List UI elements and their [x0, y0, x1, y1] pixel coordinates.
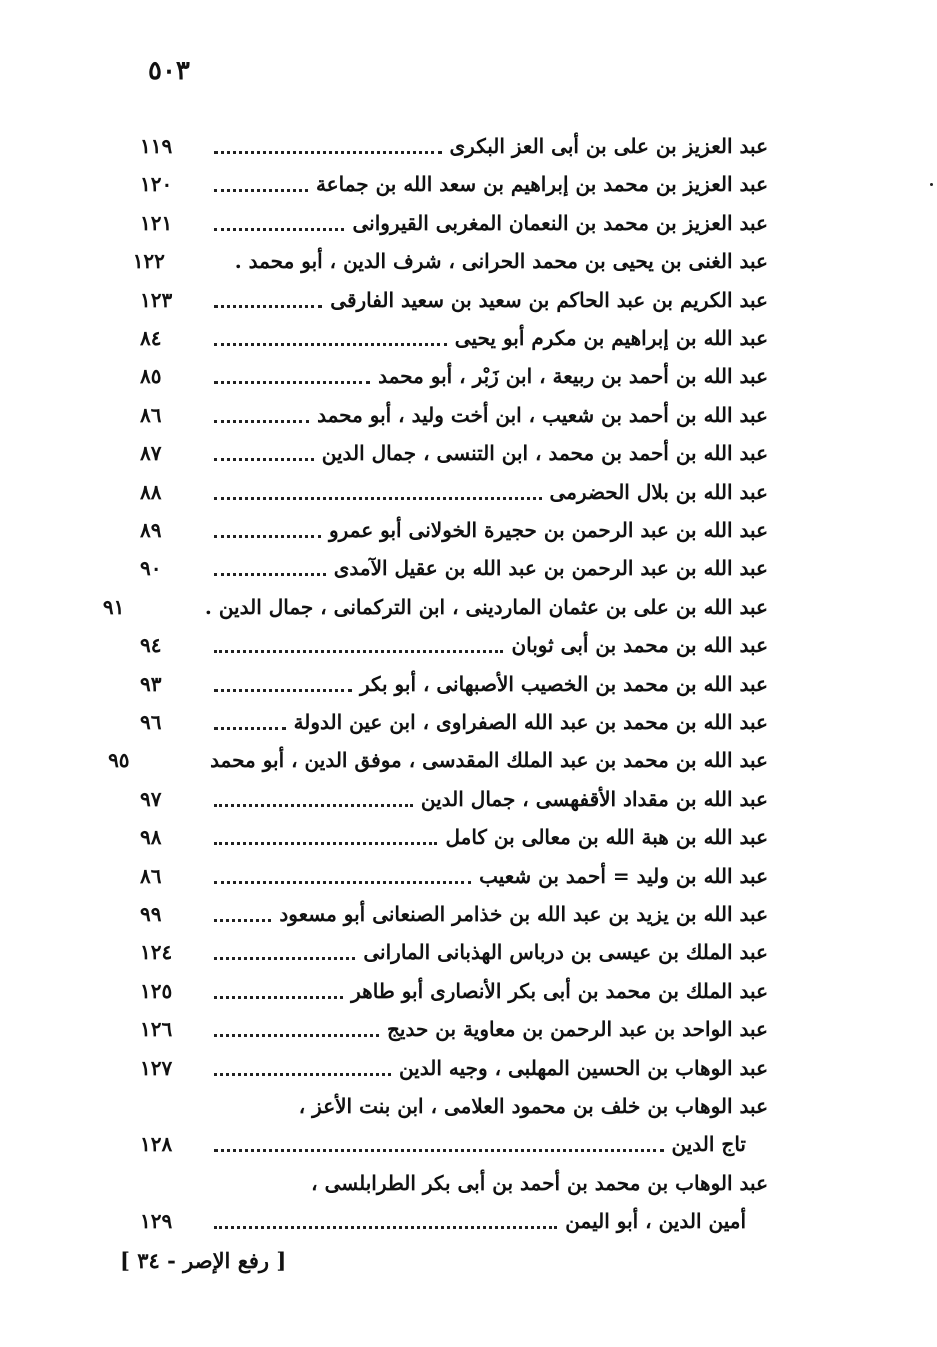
- entry-page-number: ٨٨: [140, 480, 162, 504]
- entry-name: عبد الوهاب بن محمد بن أحمد بن أبى بكر الطرابلسى ،: [311, 1171, 768, 1195]
- index-entry: [140, 128, 768, 164]
- footer-signature: [ رفع الإصر - ٣٤ ]: [120, 1248, 287, 1273]
- entry-page-number: ٨٩: [140, 518, 162, 542]
- index-entry: [140, 166, 768, 202]
- entry-page-number: ٩٥: [108, 748, 130, 772]
- entry-name: عبد الغنى بن يحيى بن محمد الحرانى ، شرف الدين ، أبو محمد .: [234, 249, 768, 273]
- index-entry: [140, 1203, 768, 1239]
- entry-name: عبد الوهاب بن الحسين المهلبى ، وجيه الدين: [398, 1056, 768, 1080]
- entry-page-number: ١٢١: [140, 211, 173, 235]
- index-entry: [140, 397, 768, 433]
- dot-leader: [214, 996, 343, 999]
- dot-leader: [214, 305, 322, 308]
- index-entry: [140, 550, 768, 586]
- dot-leader: [214, 1034, 379, 1037]
- dot-leader: [214, 689, 352, 692]
- entry-name: عبد الله بن عبد الرحمن بن حجيرة الخولانى أبو عمرو: [328, 518, 768, 542]
- dot-leader: [214, 189, 308, 192]
- index-entry: [140, 358, 768, 394]
- entry-page-number: ٩٤: [140, 633, 162, 657]
- dot-leader: [214, 573, 326, 576]
- index-entry: [140, 205, 768, 241]
- index-entry: [140, 1011, 768, 1047]
- entry-page-number: ١٢٦: [140, 1017, 173, 1041]
- dot-leader: [214, 919, 271, 922]
- index-entry: [108, 742, 768, 778]
- dot-leader: [214, 881, 471, 884]
- entry-page-number: ٨٤: [140, 326, 162, 350]
- entry-name: عبد الوهاب بن خلف بن محمود العلامى ، ابن بنت الأعز ،: [298, 1094, 768, 1118]
- dot-leader: [214, 804, 413, 807]
- dot-leader: [214, 1149, 664, 1152]
- entry-page-number: ٩٦: [140, 710, 162, 734]
- index-entry: [140, 704, 768, 740]
- index-entry: [140, 858, 768, 894]
- index-entry: [140, 1126, 768, 1162]
- index-entry: [140, 320, 768, 356]
- entry-name: عبد الله بن يزيد بن عبد الله بن خذامر الصنعانى أبو مسعود: [279, 902, 768, 926]
- dot-leader: [214, 842, 437, 845]
- index-entry: [140, 1165, 768, 1201]
- dot-leader: [214, 343, 447, 346]
- dot-leader: [214, 1226, 557, 1229]
- dot-leader: [214, 151, 442, 154]
- dot-leader: [214, 381, 370, 384]
- entry-name: عبد الكريم بن عبد الحاكم بن سعيد بن سعيد الفارقى: [330, 288, 768, 312]
- entry-name: عبد الواحد بن عبد الرحمن بن معاوية بن حديج: [387, 1017, 768, 1041]
- entry-name: عبد الله بن أحمد بن شعيب ، ابن أخت وليد ، أبو محمد: [317, 403, 768, 427]
- entry-page-number: ١٢٨: [140, 1132, 173, 1156]
- index-entry: [132, 243, 768, 279]
- entry-name: تاج الدين: [671, 1132, 746, 1156]
- entry-name: عبد الله بن محمد بن عبد الملك المقدسى ، موفق الدين ، أبو محمد: [210, 748, 768, 772]
- entry-name: عبد الله بن أحمد بن ربيعة ، ابن زَبْر ، أبو محمد: [378, 364, 768, 388]
- entry-name: عبد الملك بن عيسى بن درباس الهذبانى المارانى: [363, 940, 768, 964]
- entry-name: عبد الله بن هبة الله بن معالى بن كامل: [445, 825, 768, 849]
- entry-page-number: ٩٠: [140, 556, 162, 580]
- dot-leader: [214, 957, 355, 960]
- index-entry: [140, 1088, 768, 1124]
- entry-page-number: ١٢٣: [140, 288, 173, 312]
- entry-name: عبد الله بن إبراهيم بن مكرم أبو يحيى: [454, 326, 768, 350]
- entry-name: عبد الله بن بلال الحضرمى: [549, 480, 768, 504]
- entry-page-number: ٩٨: [140, 825, 162, 849]
- entry-name: عبد الله بن عبد الرحمن بن عبد الله بن عقيل الآمدى: [333, 556, 768, 580]
- entry-name: عبد الله بن محمد بن أبى ثوبان: [511, 633, 768, 657]
- entry-page-number: ١٢٢: [132, 249, 165, 273]
- dot-leader: [214, 727, 286, 730]
- entry-name: عبد الله بن وليد = أحمد بن شعيب: [479, 864, 768, 888]
- entry-page-number: ٩٩: [140, 902, 162, 926]
- entry-name: عبد العزيز بن محمد بن النعمان المغربى القيروانى: [352, 211, 768, 235]
- entry-page-number: ١٢٩: [140, 1209, 173, 1233]
- dot-leader: [214, 497, 542, 500]
- dot-leader: [214, 420, 309, 423]
- index-entry: [140, 973, 768, 1009]
- entry-page-number: ١٢٥: [140, 979, 173, 1003]
- entry-page-number: ١٢٤: [140, 940, 173, 964]
- page-number: ٥٠٣: [148, 56, 190, 86]
- entry-page-number: ٨٧: [140, 441, 162, 465]
- dot-leader: [214, 650, 503, 653]
- entry-page-number: ١٢٠: [140, 172, 173, 196]
- entry-name: عبد الله بن محمد بن عبد الله الصفراوى ، ابن عين الدولة: [293, 710, 768, 734]
- entry-name: عبد الملك بن محمد بن أبى بكر الأنصارى أبو طاهر: [351, 979, 768, 1003]
- entry-page-number: ٩٣: [140, 672, 162, 696]
- entry-page-number: ٨٥: [140, 364, 162, 388]
- entry-page-number: ٨٦: [140, 864, 162, 888]
- entry-page-number: ٩١: [102, 595, 125, 619]
- dot-leader: [214, 458, 314, 461]
- index-entry: [140, 435, 768, 471]
- index-entry: [140, 781, 768, 817]
- entry-name: عبد العزيز بن على بن أبى العز البكرى: [449, 134, 768, 158]
- entry-name: عبد العزيز بن محمد بن إبراهيم بن سعد الله بن جماعة: [315, 172, 768, 196]
- entry-name: عبد الله بن مقداد الأقفهسى ، جمال الدين: [420, 787, 768, 811]
- index-entry: [140, 512, 768, 548]
- dot-leader: [214, 535, 321, 538]
- index-entry: [140, 666, 768, 702]
- entry-page-number: ١١٩: [140, 134, 173, 158]
- entry-name: عبد الله بن على بن عثمان الماردينى ، ابن التركمانى ، جمال الدين .: [204, 595, 768, 619]
- index-entry: [140, 1050, 768, 1086]
- entry-page-number: ٩٧: [140, 787, 162, 811]
- index-entry: [140, 896, 768, 932]
- index-entry: [140, 282, 768, 318]
- dot-leader: [214, 1073, 391, 1076]
- index-entry: [140, 474, 768, 510]
- index-entry: [140, 819, 768, 855]
- entry-page-number: ٨٦: [140, 403, 162, 427]
- entry-page-number: ١٢٧: [140, 1056, 173, 1080]
- index-entry: [140, 934, 768, 970]
- entry-name: عبد الله بن أحمد بن محمد ، ابن التنسى ، جمال الدين: [321, 441, 768, 465]
- entry-name: أمين الدين ، أبو اليمن: [565, 1209, 746, 1233]
- index-entry: [140, 627, 768, 663]
- entry-name: عبد الله بن محمد بن الخصيب الأصبهانى ، أبو بكر: [359, 672, 768, 696]
- dot-leader: [214, 228, 344, 231]
- index-entry: [102, 589, 768, 625]
